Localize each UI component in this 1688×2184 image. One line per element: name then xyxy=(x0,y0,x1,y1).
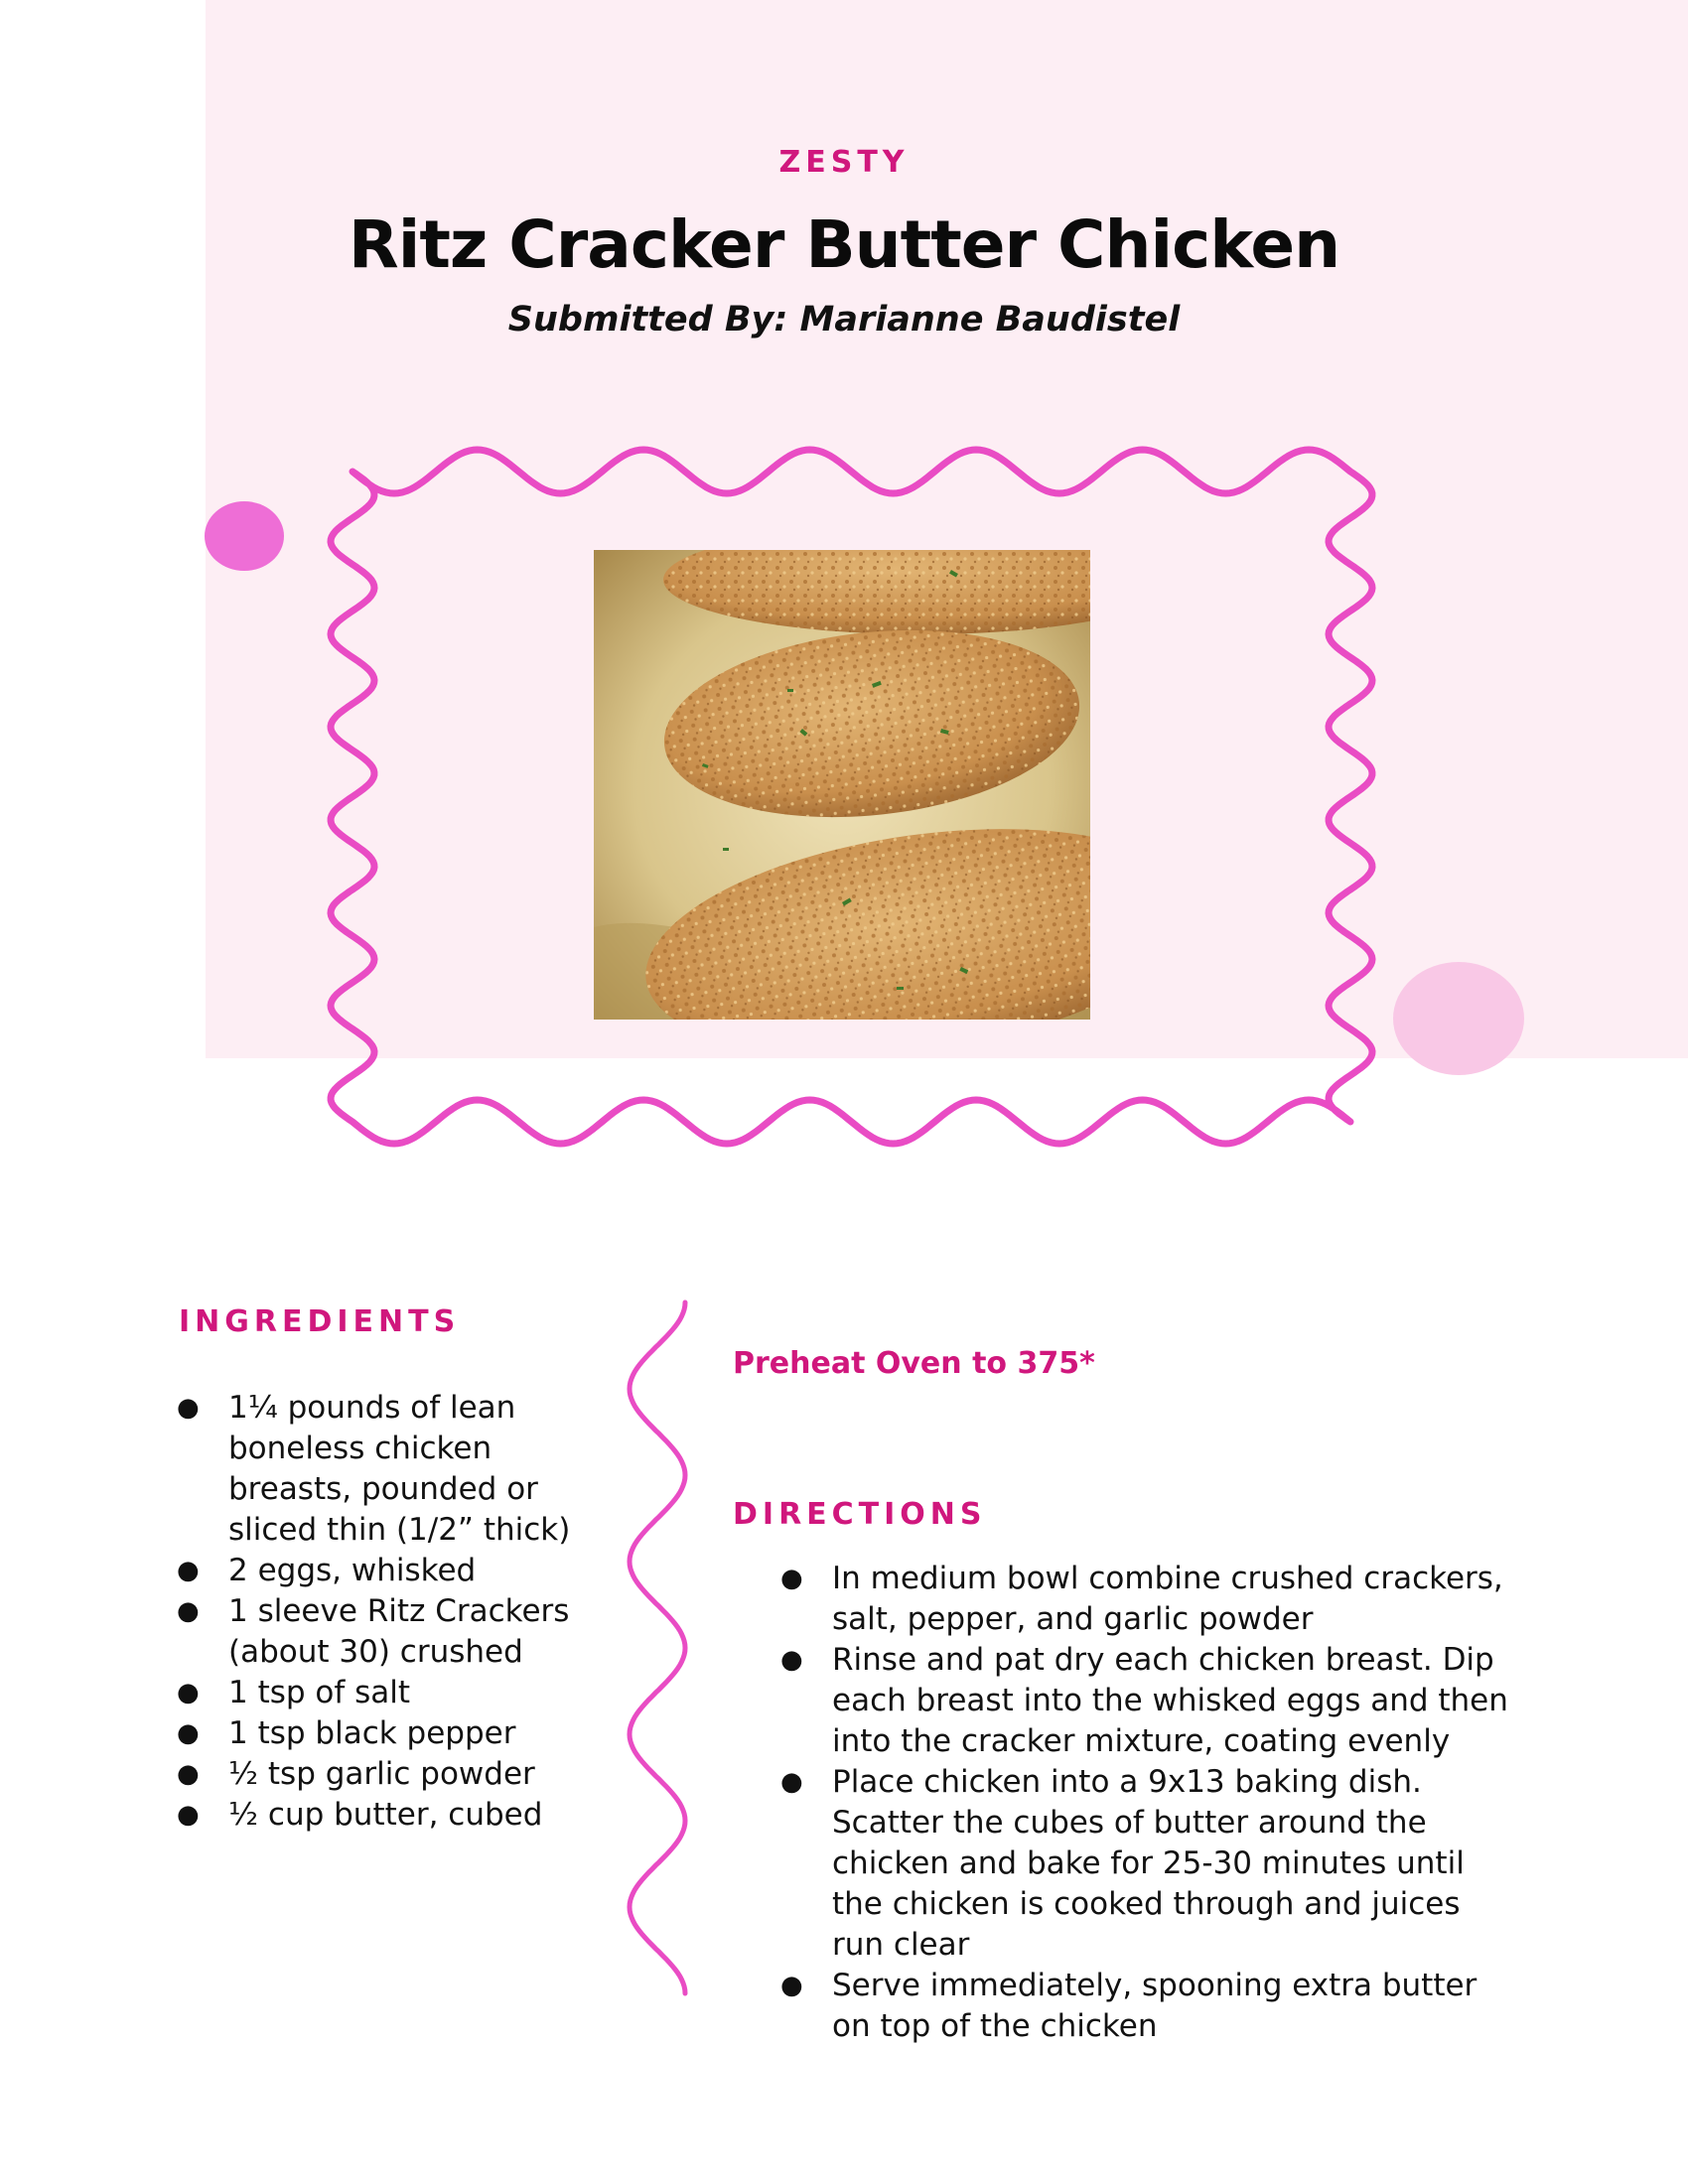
bullet-icon: ● xyxy=(780,1971,803,2000)
ingredients-list xyxy=(177,1388,574,1836)
bullet-icon: ● xyxy=(780,1564,803,1593)
recipe-photo xyxy=(594,550,1090,1020)
ingredients-heading: INGREDIENTS xyxy=(179,1304,461,1339)
list-item: ● 1 tsp of salt xyxy=(177,1673,574,1713)
bullet-icon: ● xyxy=(780,1645,803,1675)
list-item: ● Place chicken into a 9x13 baking dish. Scatter the cubes of butter around the chicken and bake for 25-30 minutes until the chicken is cooked through and juices run clear xyxy=(780,1764,1465,1963)
preheat-instruction: Preheat Oven to 375* xyxy=(733,1346,1095,1381)
bullet-icon: ● xyxy=(177,1596,200,1626)
list-item: ● 1 sleeve Ritz Crackers (about 30) crushed xyxy=(177,1593,570,1670)
list-item: ● In medium bowl combine crushed crackers, salt, pepper, and garlic powder xyxy=(780,1561,1503,1637)
list-item: ● Rinse and pat dry each chicken breast. Dip each breast into the whisked eggs and then into the cracker mixture, coating evenly xyxy=(780,1642,1508,1759)
list-item: ● 1¼ pounds of lean boneless chicken breasts, pounded or sliced thin (1/2” thick) xyxy=(177,1390,571,1548)
list-item: ● Serve immediately, spooning extra butter on top of the chicken xyxy=(780,1968,1477,2044)
bullet-icon: ● xyxy=(780,1767,803,1797)
directions-list xyxy=(780,1559,1515,2047)
list-item: ● 2 eggs, whisked xyxy=(177,1551,574,1591)
bullet-icon: ● xyxy=(177,1556,200,1585)
bullet-icon: ● xyxy=(177,1800,200,1830)
submitted-by: Submitted By: Marianne Baudistel xyxy=(507,300,1181,340)
recipe-category: ZESTY xyxy=(778,145,910,180)
list-item: ● 1 tsp black pepper xyxy=(177,1713,574,1754)
bullet-icon: ● xyxy=(177,1718,200,1748)
bullet-icon: ● xyxy=(177,1678,200,1707)
list-item: ● ½ tsp garlic powder xyxy=(177,1754,574,1795)
chicken-photo-illustration xyxy=(594,550,1090,1020)
directions-heading: DIRECTIONS xyxy=(733,1497,987,1532)
page-title: Ritz Cracker Butter Chicken xyxy=(348,206,1340,283)
bullet-icon: ● xyxy=(177,1393,200,1423)
list-item: ● ½ cup butter, cubed xyxy=(177,1795,574,1836)
bullet-icon: ● xyxy=(177,1759,200,1789)
